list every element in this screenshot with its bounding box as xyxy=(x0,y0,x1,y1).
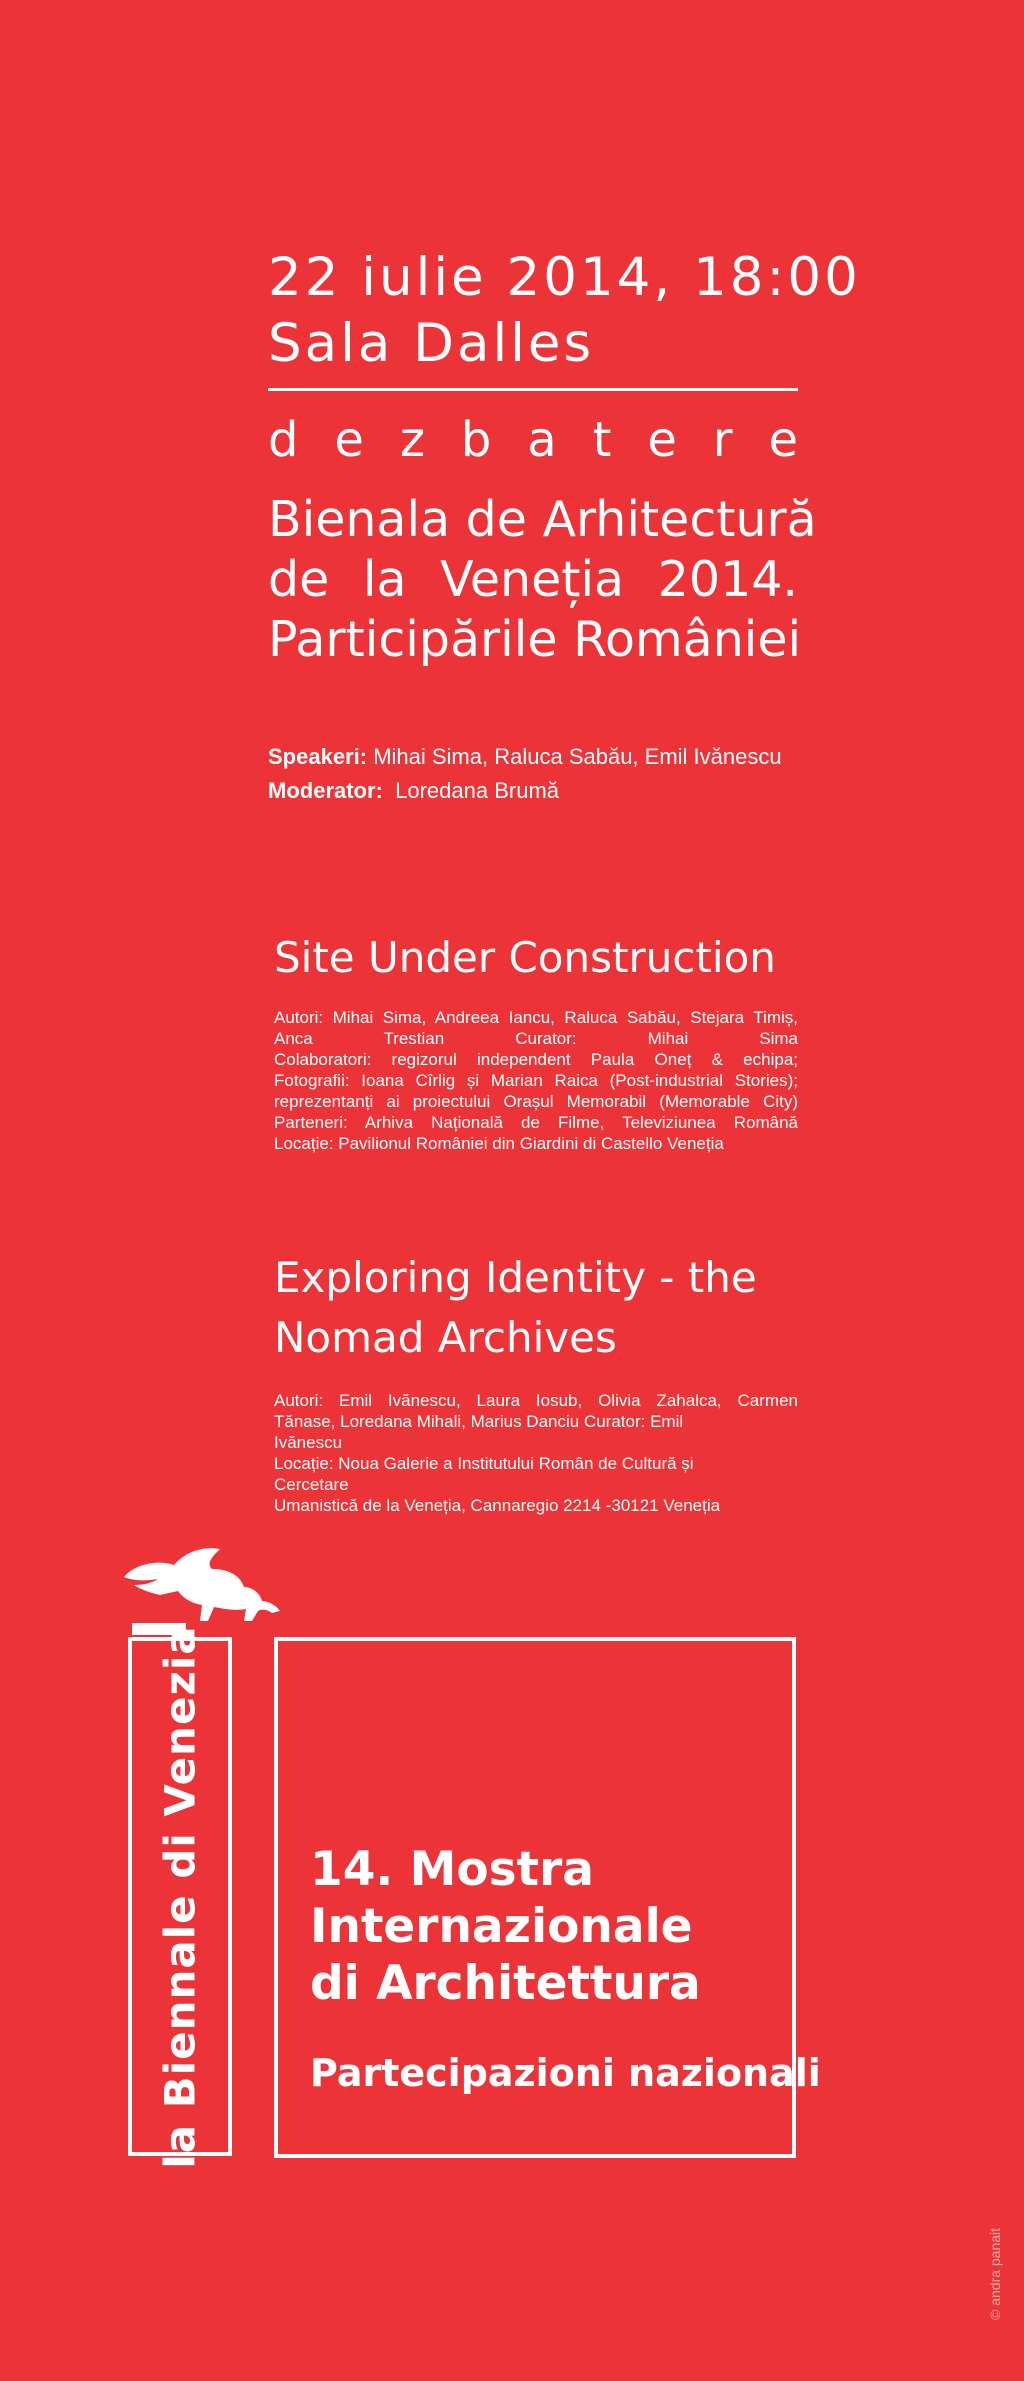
project1-title: Site Under Construction xyxy=(274,933,776,982)
event-title-line: Bienala de Arhitectură xyxy=(268,491,817,548)
credit-line: Locație: Noua Galerie a Institutului Român de Cultură și xyxy=(274,1454,694,1473)
speakers-names: Mihai Sima, Raluca Sabău, Emil Ivănescu xyxy=(373,744,782,769)
event-type-letter: z xyxy=(399,412,426,468)
project2-title-line: Exploring Identity - the xyxy=(274,1253,757,1302)
designer-credit: © andra panait xyxy=(987,2227,1003,2320)
credit-line: Autori: Mihai Sima, Andreea Iancu, Raluca Sabău, Stejara Timiș, xyxy=(274,1008,798,1027)
speakers-label: Speakeri: xyxy=(268,744,368,769)
event-venue: Sala Dalles xyxy=(268,313,595,374)
event-title xyxy=(268,490,817,670)
credit-line: Anca Trestian Curator: Mihai Sima xyxy=(274,1029,798,1048)
event-type-letter: d xyxy=(268,412,299,468)
divider xyxy=(268,388,798,391)
credit-line: reprezentanți ai proiectului Orașul Memorabil (Memorable City) xyxy=(274,1092,798,1111)
mostra-title-line: Internazionale xyxy=(310,1899,693,1954)
biennale-logo-box xyxy=(128,1624,232,2169)
speakers-line xyxy=(268,741,782,773)
credit-line: Autori: Emil Ivănescu, Laura Iosub, Olivia Zahalca, Carmen xyxy=(274,1391,798,1410)
project2-title-line: Nomad Archives xyxy=(274,1313,617,1362)
mostra-title xyxy=(310,1841,701,2012)
mostra-title-line: di Architettura xyxy=(310,1956,701,2011)
credit-line: Umanistică de la Veneția, Cannaregio 2214 -30121 Veneția xyxy=(274,1496,721,1515)
event-type-letter: b xyxy=(460,412,492,468)
moderator-line xyxy=(268,775,559,807)
event-type-letter: e xyxy=(768,412,798,468)
mostra-title-line: 14. Mostra xyxy=(310,1842,595,1897)
moderator-label: Moderator: xyxy=(268,778,383,803)
event-title-line: de la Veneția 2014. xyxy=(268,551,798,608)
moderator-name: Loredana Brumă xyxy=(395,778,560,803)
credit-line: Cercetare xyxy=(274,1475,349,1494)
credit-line: Fotografii: Ioana Cîrlig și Marian Raica (Post-industrial Stories); xyxy=(274,1071,798,1090)
biennale-logo-text: la Biennale di Venezia xyxy=(155,1624,205,2169)
event-title-line: Participările României xyxy=(268,611,802,668)
winged-lion-icon xyxy=(116,1535,286,1635)
credit-line: Colaboratori: regizorul independent Paula Oneț & echipa; xyxy=(274,1050,798,1069)
event-type-letter: r xyxy=(712,412,733,468)
event-type xyxy=(268,410,798,470)
credit-line: Tănase, Loredana Mihali, Marius Danciu Curator: Emil xyxy=(274,1412,684,1431)
credit-line: Parteneri: Arhiva Națională de Filme, Televiziunea Română xyxy=(274,1113,798,1132)
event-datetime: 22 iulie 2014, 18:00 xyxy=(268,247,861,308)
credit-line: Locație: Pavilionul României din Giardini di Castello Veneția xyxy=(274,1134,724,1153)
project1-credits xyxy=(274,1007,798,1154)
project2-title xyxy=(274,1248,834,1368)
mostra-box xyxy=(274,1637,821,2158)
event-type-letter: e xyxy=(647,412,677,468)
mostra-subtitle: Partecipazioni nazionali xyxy=(310,2051,821,2095)
project2-credits xyxy=(274,1390,798,1516)
event-type-letter: a xyxy=(527,412,557,468)
event-type-letter: e xyxy=(334,412,364,468)
event-type-letter: t xyxy=(592,412,612,468)
credit-line: Ivănescu xyxy=(274,1433,343,1452)
